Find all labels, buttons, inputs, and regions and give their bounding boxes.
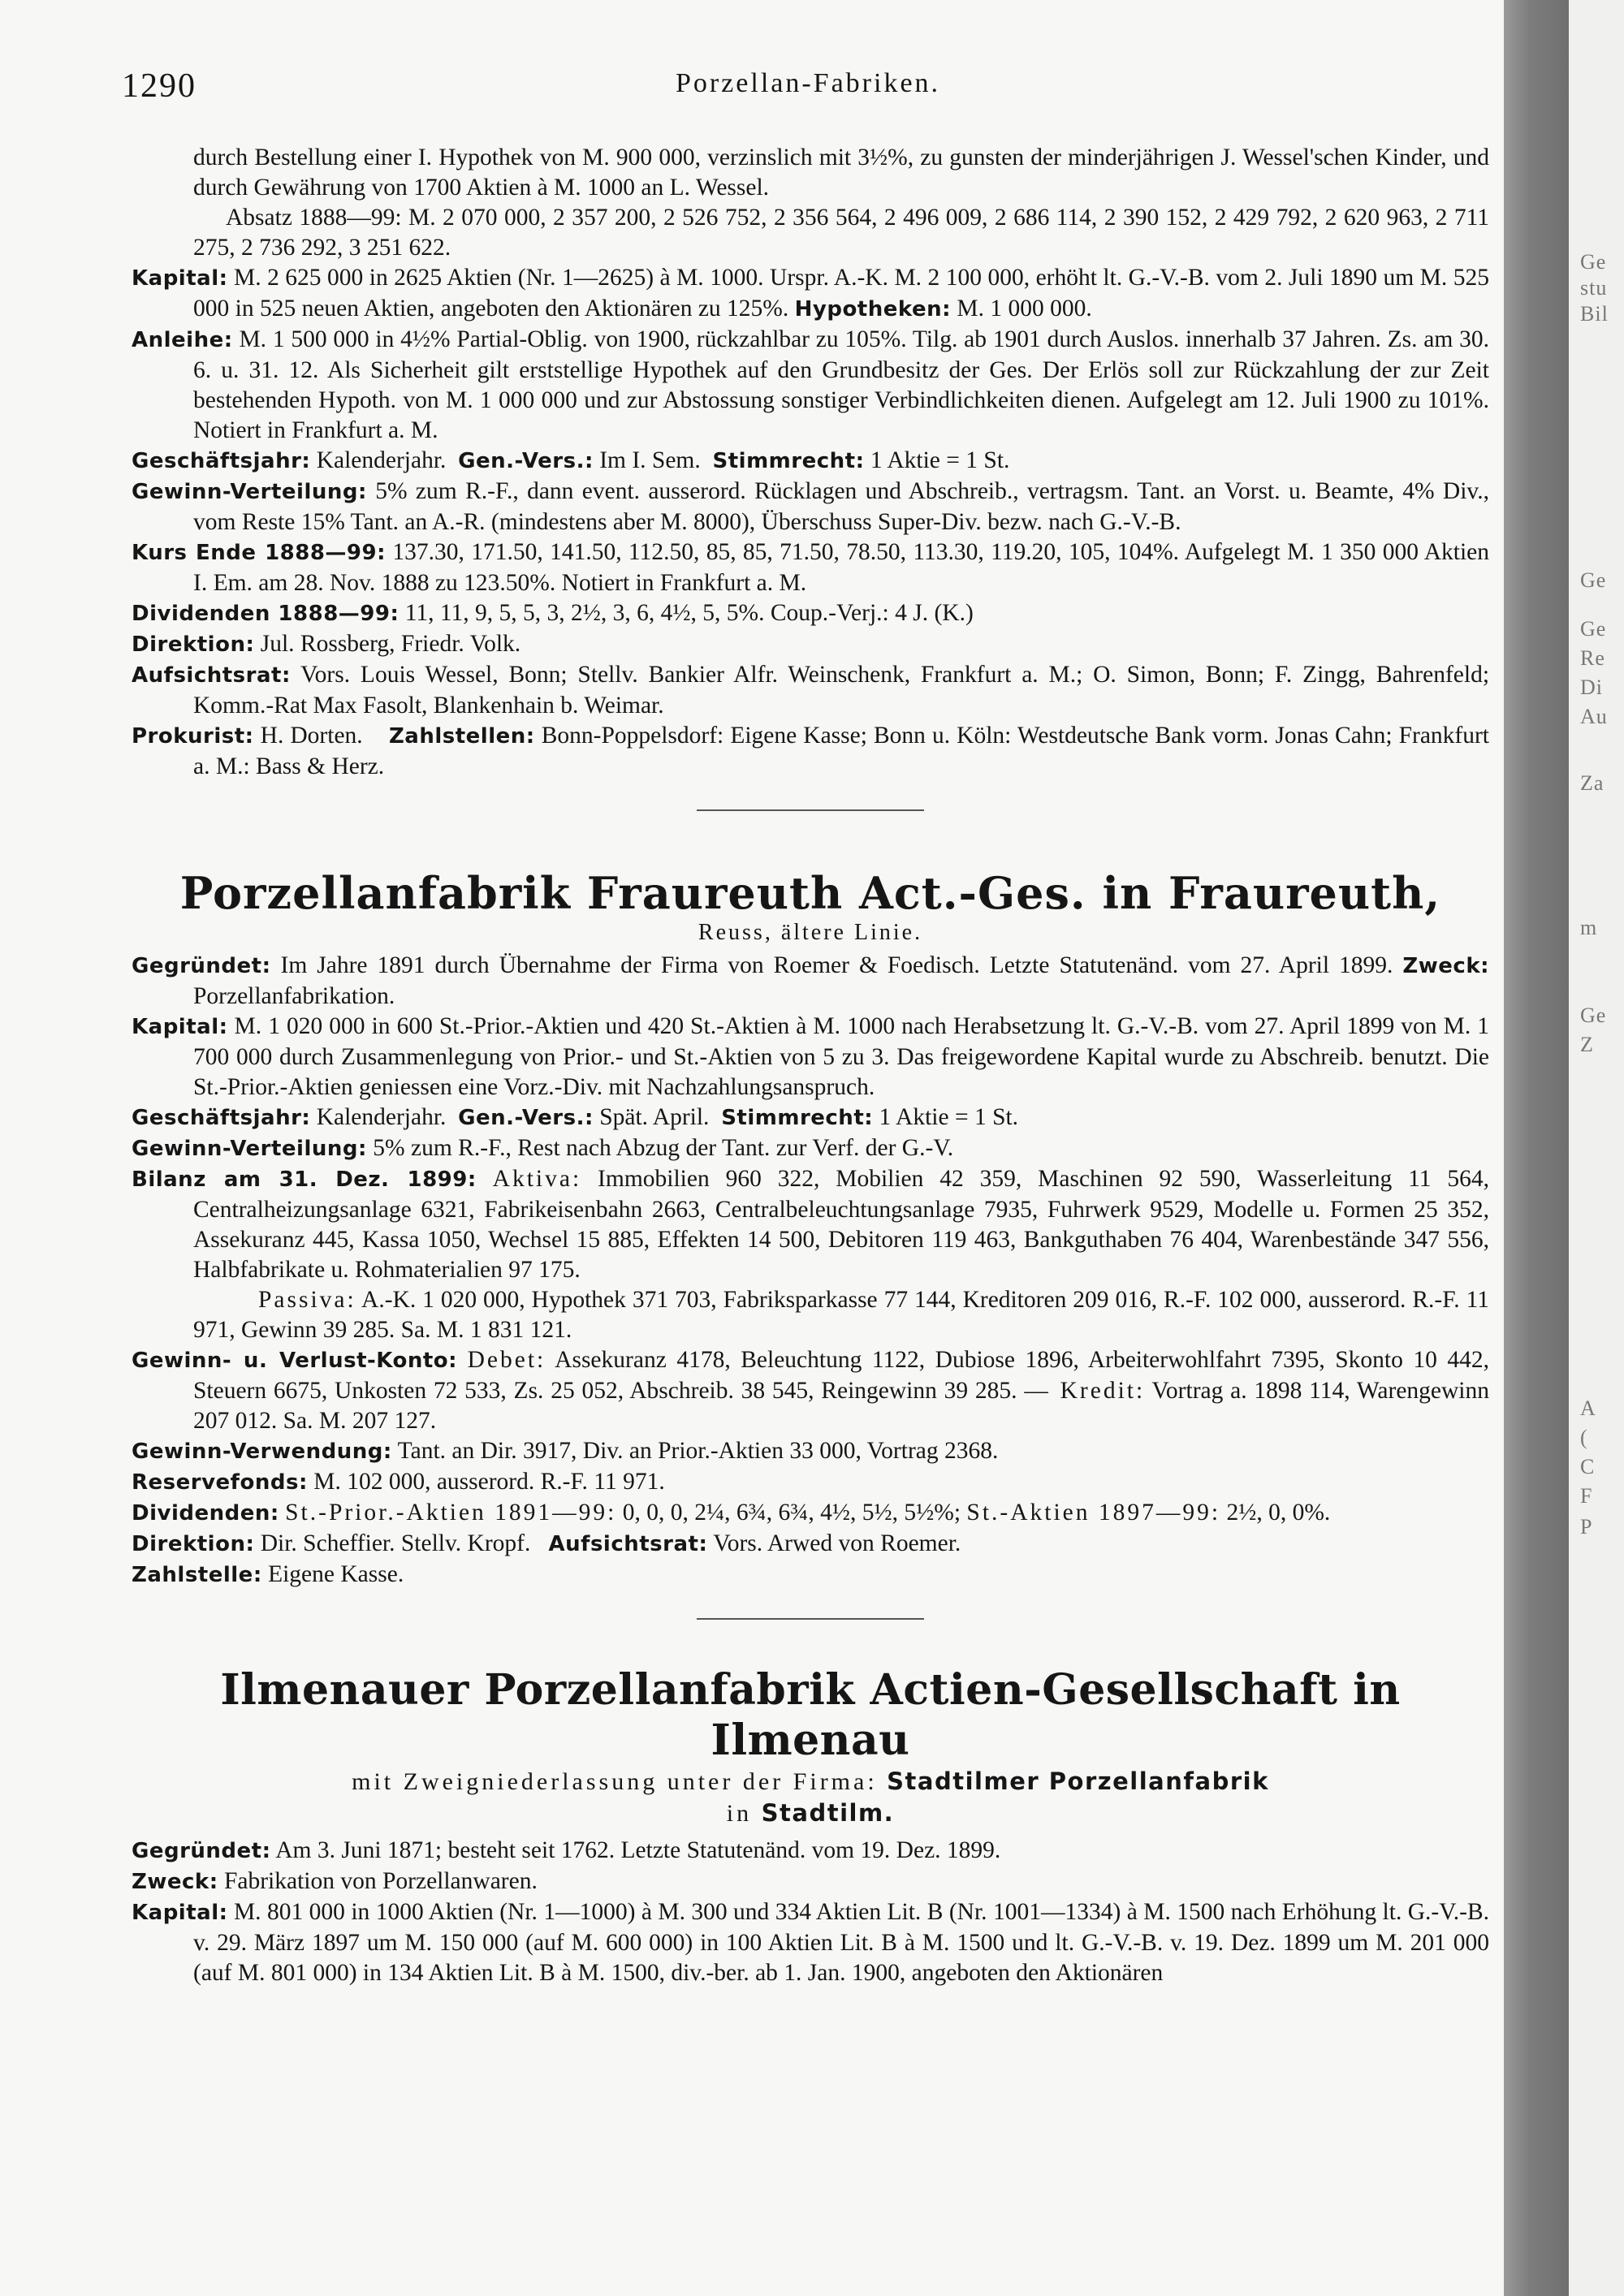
gen-vers-text: Spät. April. — [599, 1104, 710, 1130]
kapital-text: M. 801 000 in 1000 Aktien (Nr. 1—1000) à M. 300 und 334 Aktien Lit. B (Nr. 1001—1334) à M. 1500 nach Erhöhung lt. G.-V.-B. v. 29. März 1897 um M. 150 000 (auf M. 600 000) in 100 Aktien Lit. B à M. 1500 und lt. G.-V.-B. v. 19. Dez. 1899 um M. 201 000 (auf M. 801 000) in 134 Aktien Lit. B à M. 1500, div.-ber. ab 1. Jan. 1900, angeboten den Aktionären — [193, 1899, 1489, 1986]
section-divider — [697, 809, 924, 811]
hypotheken-label: Hypotheken: — [794, 297, 952, 322]
facing-page-border — [1569, 0, 1624, 2296]
subtitle-in: in — [726, 1800, 753, 1827]
kapital-label: Kapital: — [132, 1901, 228, 1925]
gegruendet-label: Gegründet: — [132, 1839, 271, 1863]
absatz-text: Absatz 1888—99: M. 2 070 000, 2 357 200, 2 526 752, 2 356 564, 2 496 009, 2 686 114, 2 390 152, 2 429 792, 2 620 963, 2 711 275, 2 736 292, 3 251 622. — [193, 205, 1489, 261]
geschaeftsjahr-paragraph — [132, 446, 1489, 477]
dividenden-paragraph — [132, 1498, 1489, 1529]
kurs-paragraph — [132, 537, 1489, 598]
kurs-label: Kurs Ende 1888—99: — [132, 541, 387, 565]
continuation-text: durch Bestellung einer I. Hypothek von M. 900 000, verzinslich mit 3½%, zu gunsten der minderjährigen J. Wessel'schen Kinder, und durch Gewährung von 1700 Aktien à M. 1000 an L. Wessel. — [193, 145, 1489, 201]
margin-fragment: Au — [1580, 705, 1608, 728]
anleihe-text: M. 1 500 000 in 4½% Partial-Oblig. von 1900, rückzahlbar zu 105%. Tilg. ab 1901 durch Auslos. innerhalb 37 Jahren. Zs. am 30. 6. u. 31. 12. Als Sicherheit gilt erststellige Hypothek auf den Grundbesitz der Ges. Der Erlös soll zur Rückzahlung der zur Zeit bestehenden Hypoth. von M. 1 000 000 und zur Abstossung sonstiger Verbindlichkeiten dienen. Aufgelegt am 12. Juli 1900 zu 101%. Notiert in Frankfurt a. M. — [193, 326, 1490, 443]
gewinn-verteilung-paragraph — [132, 477, 1489, 537]
dividenden-st-values: 2½, 0, 0%. — [1226, 1500, 1331, 1526]
margin-fragment: F — [1580, 1484, 1593, 1508]
kapital-paragraph — [132, 263, 1489, 325]
kapital-label: Kapital: — [132, 266, 228, 291]
subtitle-firm: Stadtilmer Porzellanfabrik — [887, 1767, 1269, 1795]
aufsichtsrat-paragraph — [132, 660, 1489, 721]
direktion-text: Dir. Scheffier. Stellv. Kropf. — [260, 1530, 531, 1556]
kurs-text: 137.30, 171.50, 141.50, 112.50, 85, 85, 71.50, 78.50, 113.30, 119.20, 105, 104%. Aufgelegt M. 1 350 000 Aktien I. Em. am 28. Nov. 1888 zu 123.50%. Notiert in Frankfurt a. M. — [193, 539, 1490, 596]
geschaeftsjahr-text: Kalenderjahr. — [316, 1104, 447, 1130]
geschaeftsjahr-paragraph — [132, 1103, 1489, 1133]
direktion-label: Direktion: — [132, 632, 255, 657]
debet-text: Assekuranz 4178, Beleuchtung 1122, Dubiose 1896, Arbeiterwohlfahrt 7395, Skonto 10 442, Steuern 6675, Unkosten 72 533, Zs. 25 052, Abschreib. 38 545, Reingewinn 39 285. — [193, 1347, 1490, 1404]
guv-label: Gewinn- u. Verlust-Konto: — [132, 1349, 458, 1373]
gewinn-verwendung-paragraph — [132, 1436, 1489, 1467]
dividenden-label: Dividenden: — [132, 1501, 279, 1526]
prokurist-text: H. Dorten. — [260, 723, 363, 749]
aufsichtsrat-label: Aufsichtsrat: — [132, 663, 291, 688]
company-subtitle: Reuss, ältere Linie. — [698, 920, 923, 945]
gen-vers-label: Gen.-Vers.: — [458, 1106, 594, 1130]
zweck-text: Porzellanfabrikation. — [193, 983, 395, 1009]
aufsichtsrat-label: Aufsichtsrat: — [548, 1532, 708, 1556]
page-header — [122, 67, 1494, 107]
guv-paragraph — [132, 1345, 1489, 1436]
debet-label: Debet: — [467, 1347, 546, 1373]
zahlstelle-paragraph — [132, 1560, 1489, 1590]
anleihe-paragraph — [132, 325, 1489, 446]
zahlstelle-text: Eigene Kasse. — [268, 1561, 404, 1587]
aufsichtsrat-text: Vors. Louis Wessel, Bonn; Stellv. Bankier Alfr. Weinschenk, Frankfurt a. M.; O. Simon, Bonn; F. Zingg, Bahrenfeld; Komm.-Rat Max Fasolt, Blankenhain b. Weimar. — [193, 662, 1490, 719]
margin-fragment: Ge — [1580, 250, 1607, 274]
passiva-label: Passiva: — [258, 1287, 356, 1313]
kapital-text: M. 1 020 000 in 600 St.-Prior.-Aktien und 420 St.-Aktien à M. 1000 nach Herabsetzung lt. G.-V.-B. vom 27. April 1899 von M. 1 700 000 durch Zusammenlegung von Prior.- und St.-Aktien von 5 zu 3. Das freigewordene Kapital wurde zu Abschreib. benutzt. Die St.-Prior.-Aktien geniessen eine Vorz.-Div. mit Nachzahlungsanspruch. — [193, 1013, 1489, 1100]
reservefonds-paragraph — [132, 1467, 1489, 1498]
page-number: 1290 — [122, 67, 197, 105]
kapital-paragraph — [132, 1012, 1489, 1103]
kapital-paragraph — [132, 1897, 1489, 1988]
bilanz-paragraph — [132, 1164, 1489, 1285]
margin-fragment: Za — [1580, 771, 1605, 795]
dividenden-st-label: St.-Aktien 1897—99: — [966, 1500, 1221, 1526]
hypotheken-text: M. 1 000 000. — [957, 296, 1092, 322]
dividenden-label: Dividenden 1888—99: — [132, 602, 400, 626]
page-body — [132, 143, 1489, 1988]
gewinn-verwendung-label: Gewinn-Verwendung: — [132, 1439, 392, 1464]
company-subtitle — [132, 1766, 1489, 1829]
passiva-paragraph — [132, 1285, 1489, 1345]
zahlstellen-label: Zahlstellen: — [388, 724, 535, 749]
gegruendet-label: Gegründet: — [132, 954, 271, 978]
zweck-label: Zweck: — [1402, 954, 1490, 978]
aktiva-text: Immobilien 960 322, Mobilien 42 359, Maschinen 92 590, Wasserleitung 11 564, Centralheizungsanlage 6321, Fabrikeisenbahn 2663, Centralbeleuchtungsanlage 7935, Fuhrwerk 9529, Modelle u. Formen 25 352, Assekuranz 445, Kassa 1050, Wechsel 15 885, Effekten 14 500, Debitoren 119 463, Bankguthaben 76 404, Warenbestände 347 556, Halbfabrikate u. Rohmaterialien 97 175. — [193, 1166, 1490, 1283]
gegruendet-paragraph — [132, 1836, 1489, 1867]
margin-fragment: m — [1580, 916, 1598, 939]
gewinn-verwendung-text: Tant. an Dir. 3917, Div. an Prior.-Aktien 33 000, Vortrag 2368. — [397, 1438, 999, 1464]
geschaeftsjahr-label: Geschäftsjahr: — [132, 1106, 311, 1130]
gewinn-verteilung-text: 5% zum R.-F., Rest nach Abzug der Tant. zur Verf. der G.-V. — [373, 1135, 954, 1161]
stimmrecht-label: Stimmrecht: — [712, 449, 865, 473]
kapital-text: M. 2 625 000 in 2625 Aktien (Nr. 1—2625) à M. 1000. Urspr. A.-K. M. 2 100 000, erhöht lt. G.-V.-B. vom 2. Juli 1890 um M. 525 000 in 525 neuen Aktien, angeboten den Aktionären zu 125%. — [193, 265, 1490, 322]
geschaeftsjahr-label: Geschäftsjahr: — [132, 449, 311, 473]
book-spine-shadow — [1504, 0, 1569, 2296]
running-title: Porzellan-Fabriken. — [675, 68, 941, 98]
entry-continuation — [132, 143, 1489, 782]
company-title: Porzellanfabrik Fraureuth Act.-Ges. in Fraureuth, — [179, 867, 1441, 919]
gewinn-verteilung-text: 5% zum R.-F., dann event. ausserord. Rücklagen und Abschreib., vertragsm. Tant. an Vorst. u. Beamte, 4% Div., vom Reste 15% Tant. an A.-R. (mindestens aber M. 8000), Überschuss Super-Div. bezw. nach G.-V.-B. — [193, 478, 1490, 535]
gen-vers-label: Gen.-Vers.: — [458, 449, 594, 473]
margin-fragment: Di — [1580, 675, 1603, 699]
reservefonds-text: M. 102 000, ausserord. R.-F. 11 971. — [313, 1469, 665, 1495]
zahlstelle-label: Zahlstelle: — [132, 1563, 262, 1587]
zweck-paragraph — [132, 1867, 1489, 1897]
zweck-label: Zweck: — [132, 1870, 218, 1894]
stimmrecht-label: Stimmrecht: — [721, 1106, 874, 1130]
zahlstellen-text: Bonn-Poppelsdorf: Eigene Kasse; Bonn u. Köln: Westdeutsche Bank vorm. Jonas Cahn; Frankfurt a. M.: Bass & Herz. — [193, 723, 1490, 779]
stimmrecht-text: 1 Aktie = 1 St. — [879, 1104, 1019, 1130]
section-divider — [697, 1618, 924, 1620]
passiva-text: A.-K. 1 020 000, Hypothek 371 703, Fabriksparkasse 77 144, Kreditoren 209 016, R.-F. 102 000, ausserord. R.-F. 11 971, Gewinn 39 285. Sa. M. 1 831 121. — [193, 1287, 1489, 1343]
margin-fragment: C — [1580, 1455, 1596, 1478]
subtitle-place: Stadtilm. — [761, 1799, 895, 1827]
subtitle-prefix: mit Zweigniederlassung unter der Firma: — [352, 1768, 878, 1795]
direktion-text: Jul. Rossberg, Friedr. Volk. — [260, 631, 521, 657]
prokurist-label: Prokurist: — [132, 724, 254, 749]
margin-fragment: P — [1580, 1515, 1593, 1539]
direktion-label: Direktion: — [132, 1532, 255, 1556]
stimmrecht-text: 1 Aktie = 1 St. — [870, 447, 1010, 473]
gegruendet-text: Am 3. Juni 1871; besteht seit 1762. Letzte Statutenänd. vom 19. Dez. 1899. — [275, 1837, 1001, 1863]
margin-fragment: stu — [1580, 276, 1608, 300]
aufsichtsrat-text: Vors. Arwed von Roemer. — [713, 1530, 961, 1556]
dividenden-text: 11, 11, 9, 5, 5, 3, 2½, 3, 6, 4½, 5, 5%. Coup.-Verj.: 4 J. (K.) — [404, 600, 974, 626]
margin-fragment: Bil — [1580, 302, 1609, 326]
gen-vers-text: Im I. Sem. — [599, 447, 701, 473]
gegruendet-paragraph — [132, 951, 1489, 1012]
gewinn-verteilung-label: Gewinn-Verteilung: — [132, 1137, 367, 1161]
geschaeftsjahr-text: Kalenderjahr. — [316, 447, 447, 473]
margin-fragment: Re — [1580, 646, 1605, 670]
kredit-label: — Kredit: — [1024, 1378, 1146, 1404]
kredit-text: Vortrag a. 1898 114, Warengewinn 207 012. Sa. M. 207 127. — [193, 1378, 1490, 1434]
gewinn-verteilung-label: Gewinn-Verteilung: — [132, 480, 367, 504]
direktion-paragraph — [132, 1529, 1489, 1560]
dividenden-paragraph — [132, 598, 1489, 629]
margin-fragment: Ge — [1580, 1003, 1607, 1027]
gewinn-verteilung-paragraph — [132, 1133, 1489, 1164]
dividenden-prior-label: St.-Prior.-Aktien 1891—99: — [285, 1500, 617, 1526]
company-title: Ilmenauer Porzellanfabrik Actien-Gesellschaft in Ilmenau — [220, 1665, 1401, 1765]
direktion-paragraph — [132, 629, 1489, 660]
entry-ilmenau — [132, 1665, 1489, 1988]
margin-fragment: Ge — [1580, 617, 1607, 641]
dividenden-prior-values: 0, 0, 0, 2¼, 6¾, 6¾, 4½, 5½, 5½%; — [622, 1500, 961, 1526]
gegruendet-text: Im Jahre 1891 durch Übernahme der Firma von Roemer & Foedisch. Letzte Statutenänd. vom 27. April 1899. — [280, 952, 1393, 978]
margin-fragment: A — [1580, 1396, 1596, 1420]
anleihe-label: Anleihe: — [132, 328, 233, 352]
margin-fragment: Z — [1580, 1033, 1594, 1056]
bilanz-label: Bilanz am 31. Dez. 1899: — [132, 1167, 477, 1192]
aktiva-label: Aktiva: — [492, 1166, 582, 1192]
entry-fraureuth — [132, 868, 1489, 1590]
reservefonds-label: Reservefonds: — [132, 1470, 308, 1495]
zweck-text: Fabrikation von Porzellanwaren. — [223, 1868, 538, 1894]
kapital-label: Kapital: — [132, 1015, 228, 1039]
prokurist-paragraph — [132, 721, 1489, 782]
margin-fragment: ( — [1580, 1426, 1588, 1449]
margin-fragment: Ge — [1580, 568, 1607, 592]
